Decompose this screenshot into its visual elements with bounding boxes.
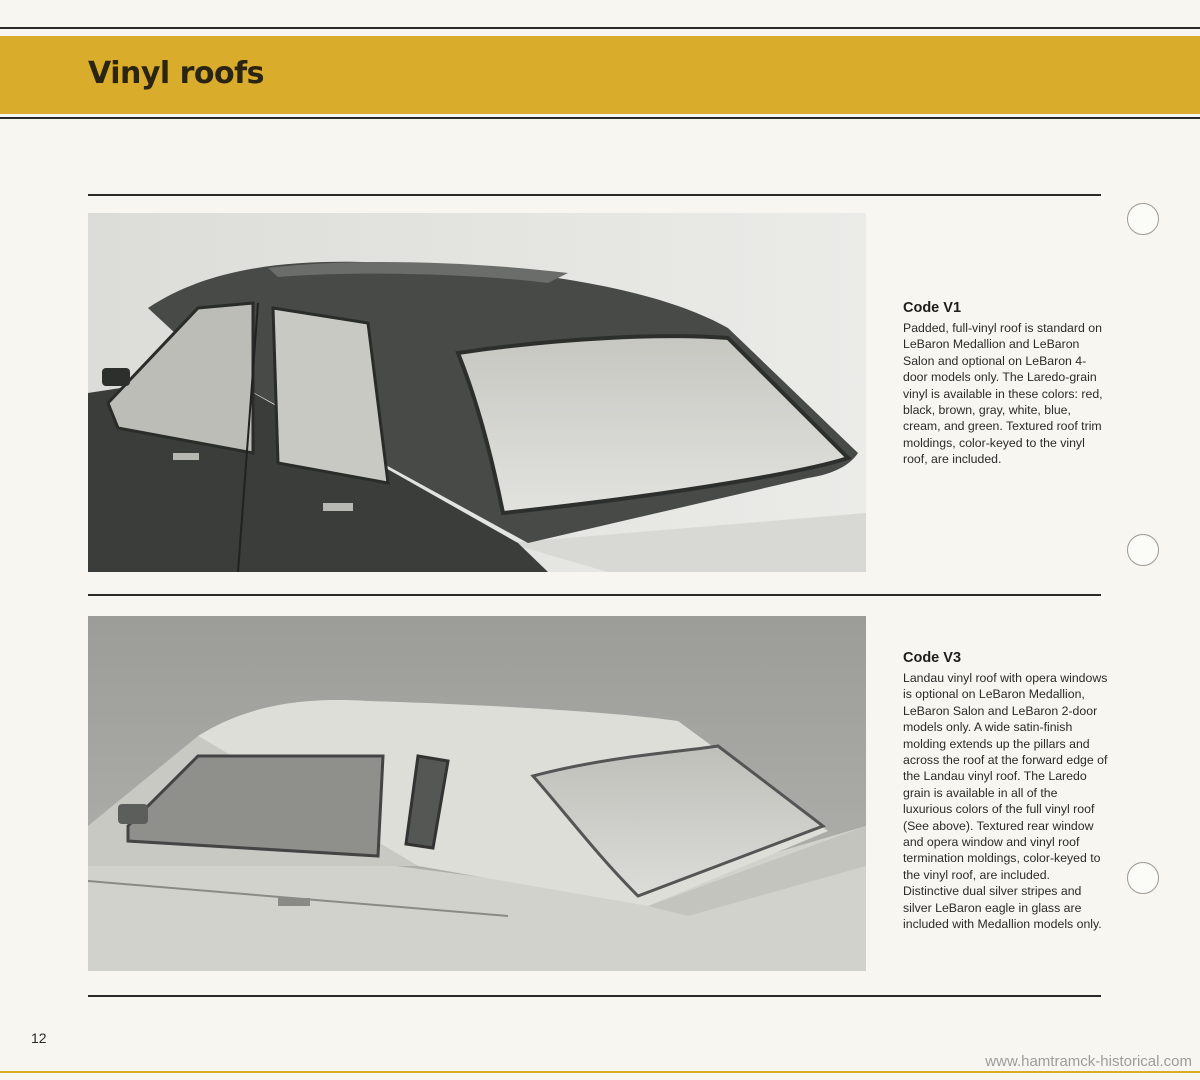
section-v1-body: Padded, full-vinyl roof is standard on LeBaron Medallion and LeBaron Salon and optional on LeBaron 4-door models only. The Laredo-grain vinyl is available in these colors: red, black, brown, gray, white, blue, cream, and green. Textured roof trim moldings, color-keyed to the vinyl roof, are included. bbox=[903, 321, 1103, 467]
page-number: 12 bbox=[31, 1030, 47, 1046]
photo-four-door-full-vinyl-roof bbox=[88, 213, 866, 572]
site-watermark: www.hamtramck-historical.com bbox=[985, 1053, 1192, 1070]
section-v1-code: Code V1 bbox=[903, 300, 962, 316]
binder-hole-middle bbox=[1127, 534, 1159, 566]
bottom-content-rule bbox=[88, 995, 1101, 997]
binder-hole-bottom bbox=[1127, 862, 1159, 894]
header-rule bbox=[0, 117, 1200, 119]
section-v3-body: Landau vinyl roof with opera windows is optional on LeBaron Medallion, LeBaron Salon and LeBaron 2-door models only. A wide satin-finish molding extends up the pillars and across the roof at the forward edge of the Landau vinyl roof. The Laredo grain is available in all of the luxurious colors of the full vinyl roof (See above). Textured rear window and opera window and vinyl roof termination moldings, color-keyed to the vinyl roof, are included. Distinctive dual silver stripes and silver LeBaron eagle in glass are included with Medallion models only. bbox=[903, 671, 1108, 932]
photo-two-door-landau-vinyl-roof bbox=[88, 616, 866, 971]
section-1-top-rule bbox=[88, 194, 1101, 196]
binder-hole-top bbox=[1127, 203, 1159, 235]
section-2-top-rule bbox=[88, 594, 1101, 596]
section-v3-code: Code V3 bbox=[903, 650, 962, 666]
top-rule bbox=[0, 27, 1200, 29]
bottom-rule bbox=[0, 1071, 1200, 1073]
section-v1-text bbox=[903, 300, 1108, 468]
section-v3-text bbox=[903, 650, 1108, 933]
page-title: Vinyl roofs bbox=[88, 56, 265, 91]
